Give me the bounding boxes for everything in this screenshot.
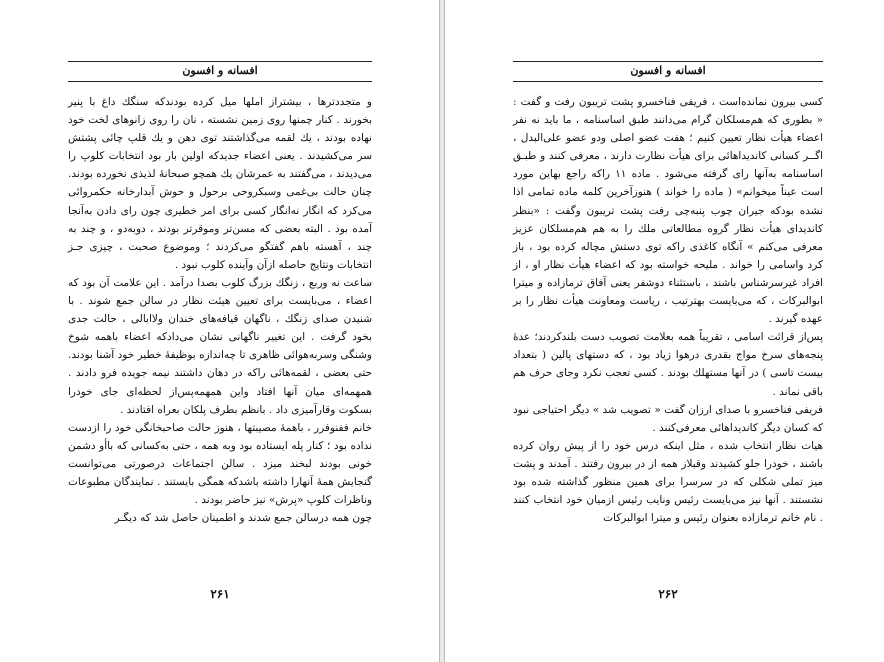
paragraph: چون همه درسالن جمع شدند و اطمینان حاصل شد که دیگـر bbox=[114, 512, 372, 525]
running-header: افسانه و افسون bbox=[630, 64, 706, 77]
paragraph: خانم ففنوفرر ، باهمهٔ مصیبتها ، هنوز حالت صاحبخانگی خود را ازدست نداده بود ؛ کنار پله ایستاده بود وبه همه ، حتی به‌کسانی که باأو دشمن خونی بودند لبخند میزد . سالن اجتماعات درصورتی می‌توانست گنجایش همهٔ آنهارا داشته باشدکه همگی بایستند . نمایندگان مطبوعات وناظرات کلوپ «پرش» نیز حاضر بودند . bbox=[68, 421, 372, 507]
page-number: ۲۶۱ bbox=[210, 587, 230, 601]
right-page bbox=[444, 0, 884, 662]
header-bottom-rule bbox=[68, 81, 372, 82]
header-bottom-rule bbox=[513, 81, 823, 82]
left-page bbox=[0, 0, 440, 662]
header-top-rule bbox=[513, 61, 823, 62]
paragraph: و متجددترها ، بیشتراز املها میل کرده بودندکه سنگك داغ با پنیر بخورند . کنار چمنها روی زمین نشسته ، نان را روی زانوهای لخت خود نهاده بودند ، یك لقمه می‌گذاشتند توی دهن و یك قلپ چائی پشتش سر می‌کشیدند . یعنی اعضاء جدیدکه اولین بار بود انتخابات کلوپ را می‌دیدند ، می‌گفتند به عمرشان یك همچو صبحانهٔ لذیذی نخورده بودند. چنان حالت بی‌غمی وسبکروحی برحول و حوش آبدارخانه حکمروائی می‌کرد که انگار نه‌انگار کسی برای امر خطیری چون رای دادن به‌آنجا آمده بود . البته بعضی که مسن‌تر وموقرتر بودند ، دوبه‌دو ، و چند به چند ، آهسته باهم گفتگو می‌کردند ؛ وموضوع صحبت ، چیزی جـز انتخابات ونتایج حاصله ازآن وآینده کلوب نبود . bbox=[68, 96, 372, 271]
paragraph: ساعت نه وربع ، زنگك بزرگ كلوب بصدا درآمد . این علامت آن بود که اعضاء ، می‌بایست برای تعیین هیئت نظار در سالن جمع شوند . با شنیدن صدای زنگك ، ناگهان قیافه‌های خندان ولاابالی ، حالت جدی بخود گرفت . این تغییر ناگهانی نشان می‌دادکه اعضاء باهمه شوخ وشنگی وسربه‌هوائی ظاهری تا چه‌اندازه بوظیفهٔ خطیر خود آشنا بودند. حتی بعضی ، لقمه‌هائی راکه در دهان داشتند نیمه جویده فرو دادند . همهمه‌ای میان آنها افتاد واین همهمه‌پس‌از لحظه‌ای جای خودرا بسکوت وقارآمیزی داد . بانظم بطرف پلکان بعراه افتادند . bbox=[68, 276, 372, 416]
paragraph: کسی بیرون نمانده‌است ، فریفی فناخسرو پشت تریبون رفت و گفت : « بطوری که هم‌مسلکان گرام می‌دانند طبق اساسنامه ، ما باید نه نفر اعضاء هیأت نظار تعیین کنیم ؛ هفت عضو اصلی ودو عضو علی‌البدل ، اگــر کسانی کاندیداهائی برای هیأت نظارت دارند ، معرفی کنند و طبـق اساسنامه به‌آنها رای گرفته می‌شود . ماده ۱۱ راکه راجع بهاین مورد است عیناً میخوانم» ( ماده را خواند ) هنوزآخرین کلمه ماده تمامی اذا نشده بودکه جیران چوب پنبه‌چی رفت پشت تریبون وگفت : «بنظر کاندیدای هیأت نظار گروه مطالعاتی ملك را به هم هم‌مسلکان عزیز معرفی می‌کنم » آنگاه کاغذی راکه توی دستش مچاله کرده بود ، باز کرد واسامی را خواند . ملیحه خواسته بود که اعضاء هیأت نظار او ، از افراد غیرسرشناس باشند ، باستثناء دوشفر یعنی آفاق ترمازاده و میترا ابوالبرکات ، که می‌بایست بهترتیب ، ریاست ومعاونت هیأت نظار را بر عهده گیرند . bbox=[513, 96, 823, 326]
header-top-rule bbox=[68, 61, 372, 62]
page-body bbox=[68, 93, 372, 527]
page-body bbox=[513, 93, 823, 527]
paragraph: پس‌از قرائت اسامی ، تقریباً همه بعلامت تصویب دست بلندکردند؛ عدهٔ پنجه‌های سرخ مواج بقدری درهوا زیاد بود ، که دستهای پالین ( بتعداد بیست تاسی ) در آنها مستهلك بودند . کسی تعجب نکرد وجای حرف هم باقی نماند . bbox=[513, 331, 823, 398]
paragraph: فریفی فناخسرو با صدای ارزان گفت « تصویب شد » دیگر احتیاجی نبود که کسان دیگر کاندیداهائی معرفی‌کنند . bbox=[513, 403, 823, 434]
paragraph: هیات نظار انتخاب شده ، مثل اینکه درس خود را از پیش روان کرده باشند ، خودرا جلو کشیدند وقبلاز همه از در بیرون رفتند . آمدند و پشت میز تملی شکلی که در سرسرا برای همین منظور گذاشته شده بود نشستند . آنها نیز می‌بایست رئیس ونایب رئیس ازمیان خود انتخاب کنند . نام خانم ترمازاده بعنوان رئیس و میترا ابوالبرکات bbox=[513, 439, 823, 525]
page-number: ۲۶۲ bbox=[658, 587, 678, 601]
running-header: افسانه و افسون bbox=[182, 64, 258, 77]
